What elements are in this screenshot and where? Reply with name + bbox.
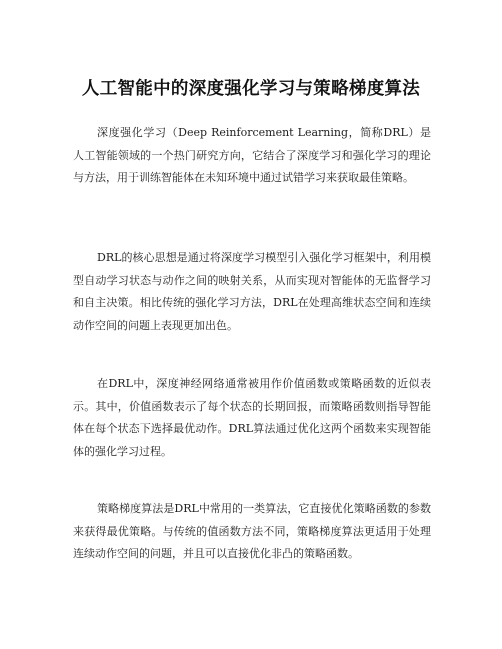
paragraph-policy-gradient: 策略梯度算法是DRL中常用的一类算法，它直接优化策略函数的参数来获得最优策略。与传统的值函数方法不同，策略梯度算法更适用于处理连续动作空间的问题，并且可以直接优化非凸的策略函数。 <box>73 502 431 561</box>
paragraph-intro: 深度强化学习（Deep Reinforcement Learning，简称DRL）是人工智能领域的一个热门研究方向，它结合了深度学习和强化学习的理论与方法，用于训练智能体在未知环境中通过试错学习来获取最佳策略。 <box>73 126 431 185</box>
paragraph-neural-networks: 在DRL中，深度神经网络通常被用作价值函数或策略函数的近似表示。其中，价值函数表示了每个状态的长期回报，而策略函数则指导智能体在每个状态下选择最优动作。DRL算法通过优化这两个函数来实现智能体的强化学习过程。 <box>73 377 431 458</box>
paragraph-core-idea: DRL的核心思想是通过将深度学习模型引入强化学习框架中，利用模型自动学习状态与动作之间的映射关系，从而实现对智能体的无监督学习和自主决策。相比传统的强化学习方法，DRL在处理高维状态空间和连续动作空间的问题上表现更加出色。 <box>73 251 431 332</box>
document-title: 人工智能中的深度强化学习与策略梯度算法 <box>81 79 421 99</box>
